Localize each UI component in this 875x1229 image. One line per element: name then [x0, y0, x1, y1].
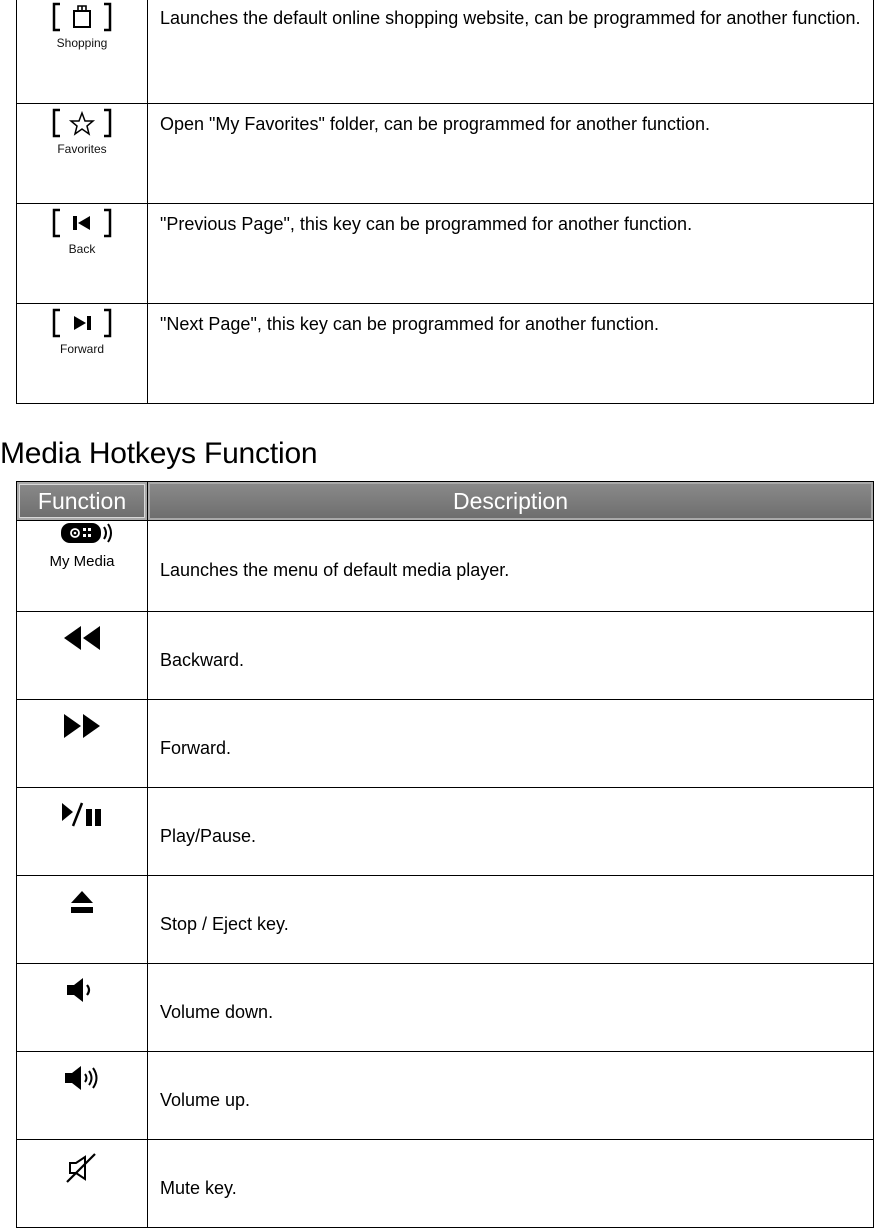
shopping-bag-icon	[52, 2, 112, 32]
function-cell	[17, 1140, 148, 1228]
key-label: Shopping	[56, 36, 108, 50]
table-row	[17, 788, 874, 876]
description-cell: Mute key.	[148, 1140, 874, 1228]
description-cell: "Previous Page", this key can be programmed for another function.	[148, 204, 874, 304]
back-key	[52, 208, 112, 256]
play-pause-icon	[59, 800, 105, 830]
table-row	[17, 0, 874, 104]
hotkeys-table	[16, 0, 874, 404]
description-cell: "Next Page", this key can be programmed for another function.	[148, 304, 874, 404]
function-cell	[17, 521, 148, 612]
table-row	[17, 521, 874, 612]
function-column-header: Function	[17, 482, 148, 521]
description-cell: Forward.	[148, 700, 874, 788]
description-cell: Launches the default online shopping website, can be programmed for another function.	[148, 0, 874, 104]
back-icon	[52, 208, 112, 238]
function-cell	[17, 876, 148, 964]
description-cell: Open "My Favorites" folder, can be programmed for another function.	[148, 104, 874, 204]
function-cell	[17, 304, 148, 404]
function-cell	[17, 612, 148, 700]
function-cell	[17, 104, 148, 204]
description-cell: Volume down.	[148, 964, 874, 1052]
table-row	[17, 876, 874, 964]
description-cell: Backward.	[148, 612, 874, 700]
table-row	[17, 204, 874, 304]
eject-icon	[69, 888, 95, 916]
fast-forward-icon	[62, 712, 102, 740]
key-label: Forward	[59, 342, 104, 356]
shopping-key	[52, 2, 112, 50]
forward-icon	[52, 308, 112, 338]
description-column-header: Description	[148, 482, 874, 521]
rewind-icon	[62, 624, 102, 652]
star-icon	[52, 108, 112, 138]
forward-key	[52, 308, 112, 356]
table-row	[17, 304, 874, 404]
function-cell	[17, 964, 148, 1052]
function-cell	[17, 700, 148, 788]
key-label: Back	[68, 242, 96, 256]
mute-icon	[64, 1152, 100, 1184]
function-cell	[17, 788, 148, 876]
function-cell	[17, 204, 148, 304]
table-row	[17, 1140, 874, 1228]
table-row	[17, 1052, 874, 1140]
my-media-key	[17, 521, 147, 570]
volume-down-icon	[65, 976, 99, 1004]
description-cell: Volume up.	[148, 1052, 874, 1140]
description-cell: Stop / Eject key.	[148, 876, 874, 964]
media-player-icon	[47, 521, 117, 547]
favorites-key	[52, 108, 112, 156]
volume-up-icon	[63, 1064, 101, 1092]
table-row	[17, 612, 874, 700]
function-cell	[17, 1052, 148, 1140]
key-label: Favorites	[57, 142, 107, 156]
media-hotkeys-table	[16, 481, 874, 1228]
table-row	[17, 700, 874, 788]
table-row	[17, 964, 874, 1052]
description-cell: Play/Pause.	[148, 788, 874, 876]
table-row	[17, 104, 874, 204]
section-title: Media Hotkeys Function	[0, 437, 318, 470]
key-label: My Media	[49, 553, 115, 570]
description-cell: Launches the menu of default media player.	[148, 521, 874, 612]
function-cell	[17, 0, 148, 104]
table-header-row	[17, 482, 874, 521]
